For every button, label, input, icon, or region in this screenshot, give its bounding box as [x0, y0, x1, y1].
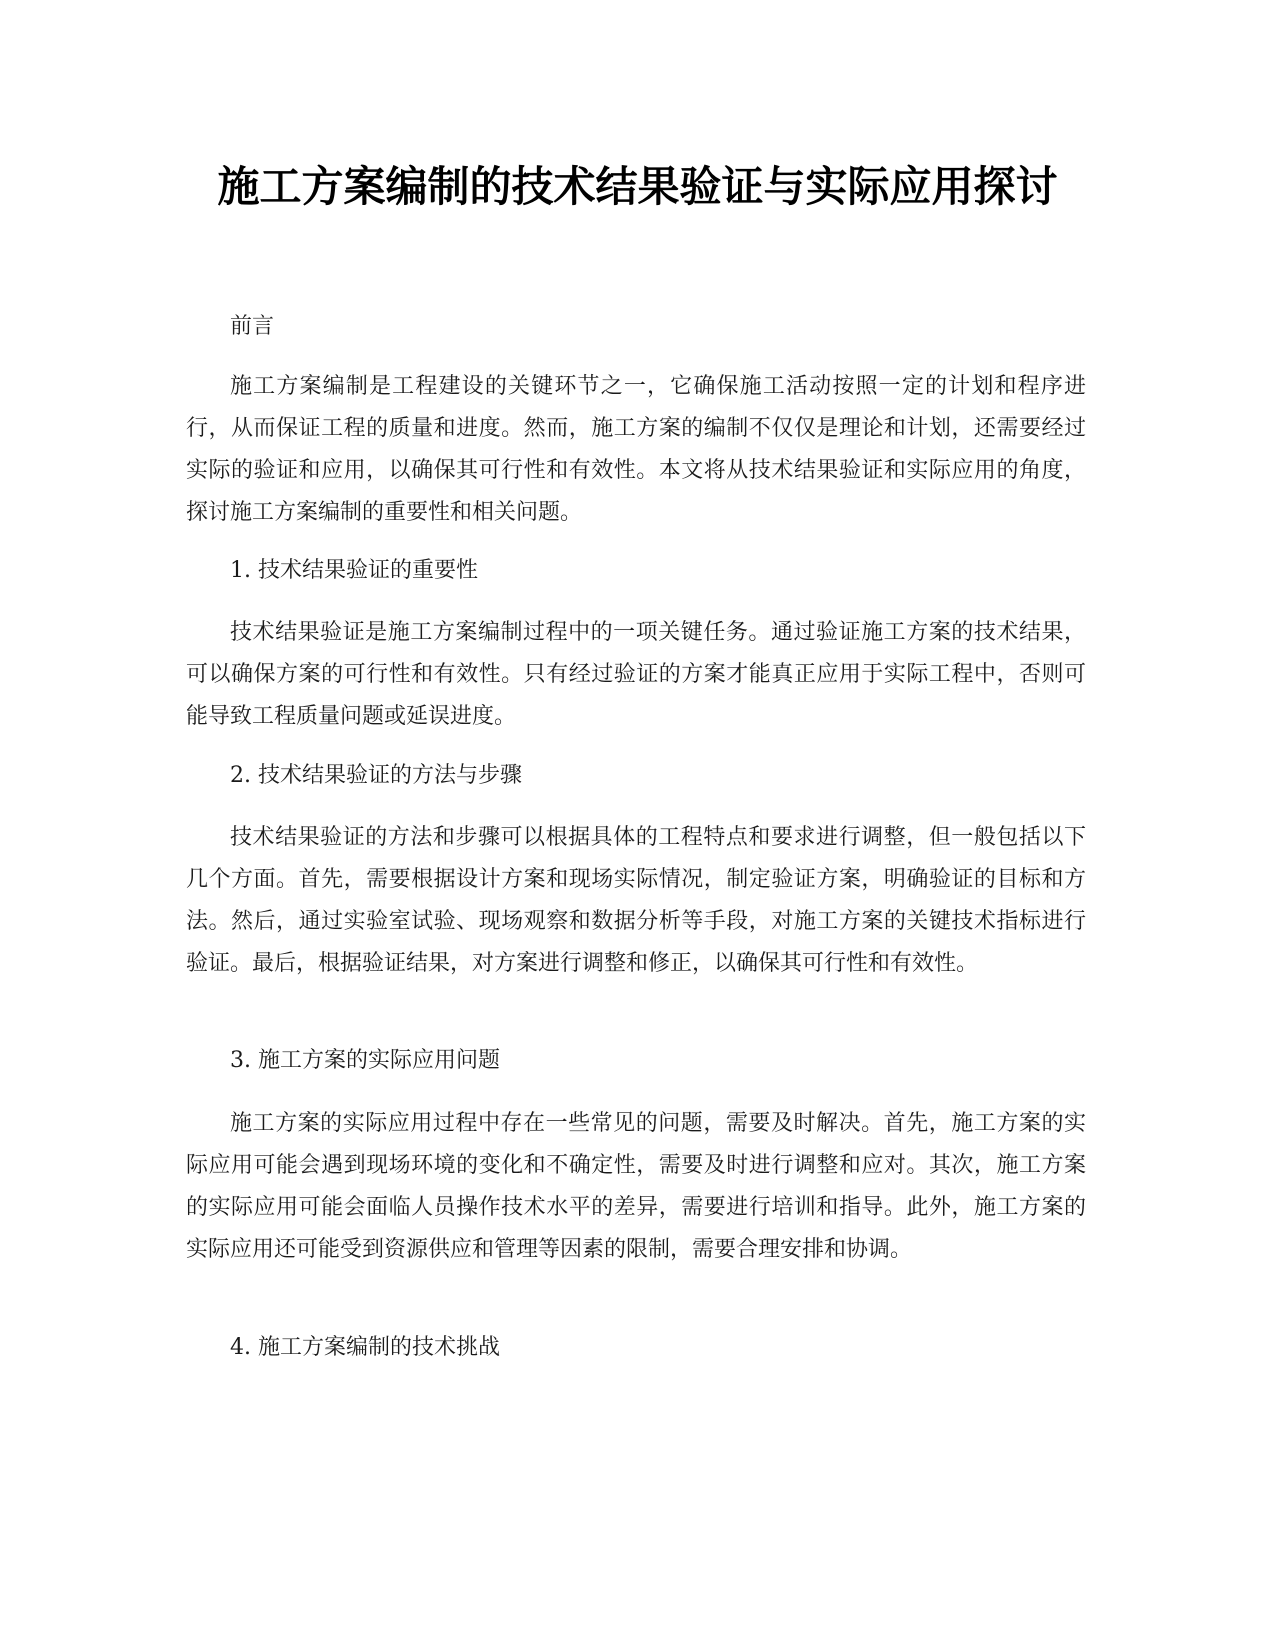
preface-heading: 前言 — [230, 314, 275, 339]
document-title: 施工方案编制的技术结果验证与实际应用探讨 — [217, 162, 1058, 211]
section-heading-3: 3. 施工方案的实际应用问题 — [230, 1048, 500, 1073]
section-paragraph-1: 技术结果验证是施工方案编制过程中的一项关键任务。通过验证施工方案的技术结果，可以确保方案的可行性和有效性。只有经过验证的方案才能真正应用于实际工程中，否则可能导致工程质量问题或延误进度。 — [186, 620, 1086, 729]
preface-paragraph: 施工方案编制是工程建设的关键环节之一，它确保施工活动按照一定的计划和程序进行，从而保证工程的质量和进度。然而，施工方案的编制不仅仅是理论和计划，还需要经过实际的验证和应用，以确保其可行性和有效性。本文将从技术结果验证和实际应用的角度，探讨施工方案编制的重要性和相关问题。 — [186, 374, 1086, 525]
section-heading-4: 4. 施工方案编制的技术挑战 — [230, 1335, 500, 1360]
section-heading-2: 2. 技术结果验证的方法与步骤 — [230, 763, 522, 788]
section-paragraph-3: 施工方案的实际应用过程中存在一些常见的问题，需要及时解决。首先，施工方案的实际应用可能会遇到现场环境的变化和不确定性，需要及时进行调整和应对。其次，施工方案的实际应用可能会面临人员操作技术水平的差异，需要进行培训和指导。此外，施工方案的实际应用还可能受到资源供应和管理等因素的限制，需要合理安排和协调。 — [186, 1111, 1086, 1262]
section-heading-1: 1. 技术结果验证的重要性 — [230, 558, 478, 583]
section-paragraph-2: 技术结果验证的方法和步骤可以根据具体的工程特点和要求进行调整，但一般包括以下几个方面。首先，需要根据设计方案和现场实际情况，制定验证方案，明确验证的目标和方法。然后，通过实验室试验、现场观察和数据分析等手段，对施工方案的关键技术指标进行验证。最后，根据验证结果，对方案进行调整和修正，以确保其可行性和有效性。 — [186, 825, 1086, 976]
